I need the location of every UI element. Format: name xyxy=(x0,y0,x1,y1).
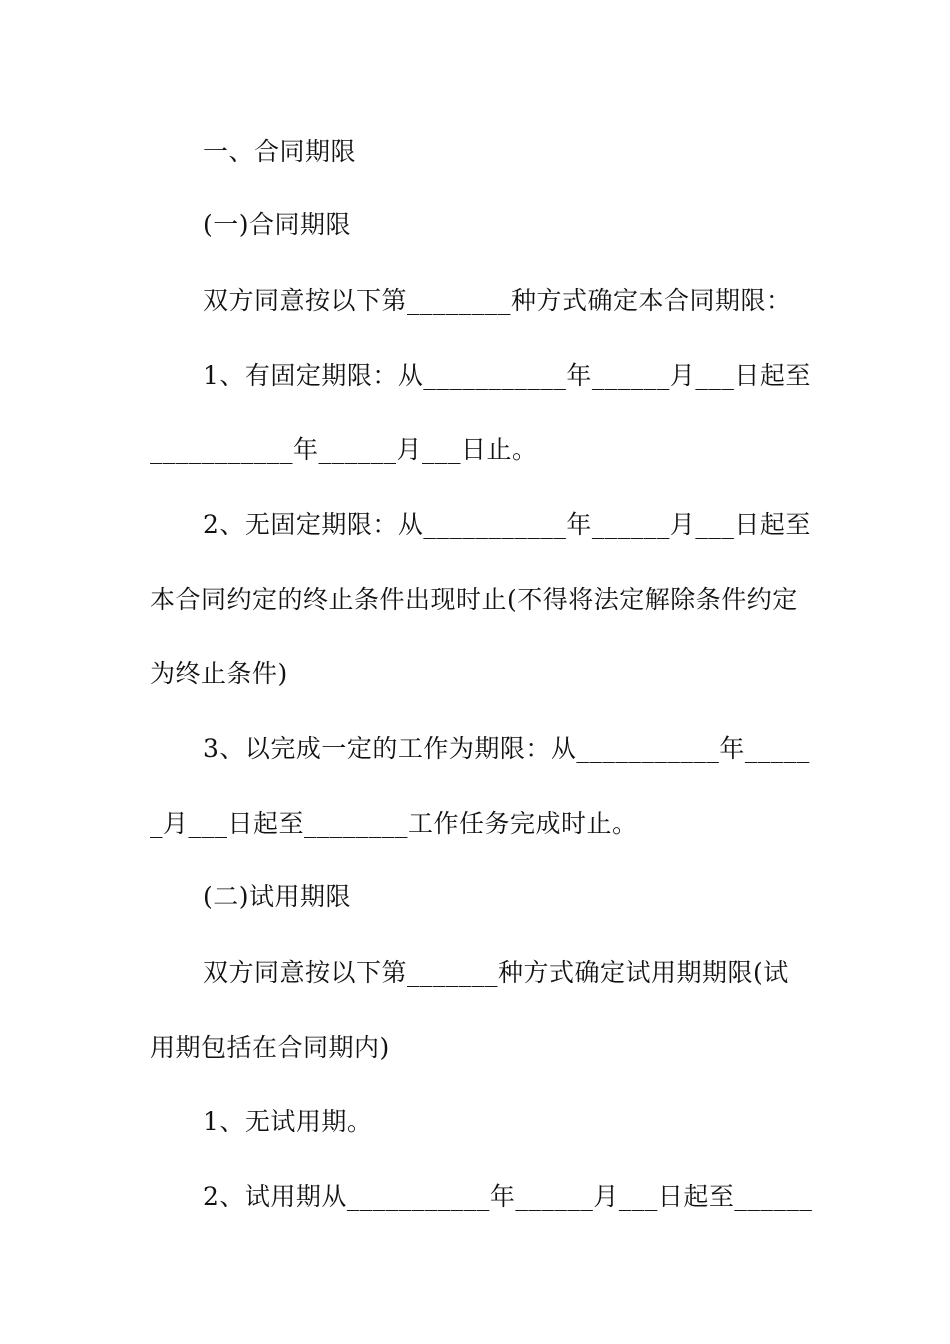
paragraph-line: 双方同意按以下第________种方式确定本合同期限： xyxy=(203,286,792,315)
paragraph-line: 用期包括在合同期内) xyxy=(150,1033,390,1062)
paragraph-line: 双方同意按以下第_______种方式确定试用期期限(试 xyxy=(203,958,789,987)
subsection-heading-probation-period: (二)试用期限 xyxy=(203,882,352,911)
paragraph-line: 本合同约定的终止条件出现时止(不得将法定解除条件约定 xyxy=(150,585,798,614)
section-heading-contract-term: 一、合同期限 xyxy=(203,137,357,166)
paragraph-line: 2、试用期从___________年______月___日起至______ xyxy=(203,1182,813,1211)
paragraph-line: 1、无试用期。 xyxy=(203,1107,373,1136)
paragraph-line: 为终止条件) xyxy=(150,659,288,688)
paragraph-line: 1、有固定期限：从___________年______月___日起至 xyxy=(203,361,811,390)
paragraph-line: 3、以完成一定的工作为期限：从___________年_____ xyxy=(203,734,810,763)
paragraph-line: _月___日起至________工作任务完成时止。 xyxy=(150,809,638,838)
paragraph-line: 2、无固定期限：从___________年______月___日起至 xyxy=(203,510,811,539)
subsection-heading-contract-period: (一)合同期限 xyxy=(203,210,352,239)
paragraph-line: ___________年______月___日止。 xyxy=(150,435,538,464)
